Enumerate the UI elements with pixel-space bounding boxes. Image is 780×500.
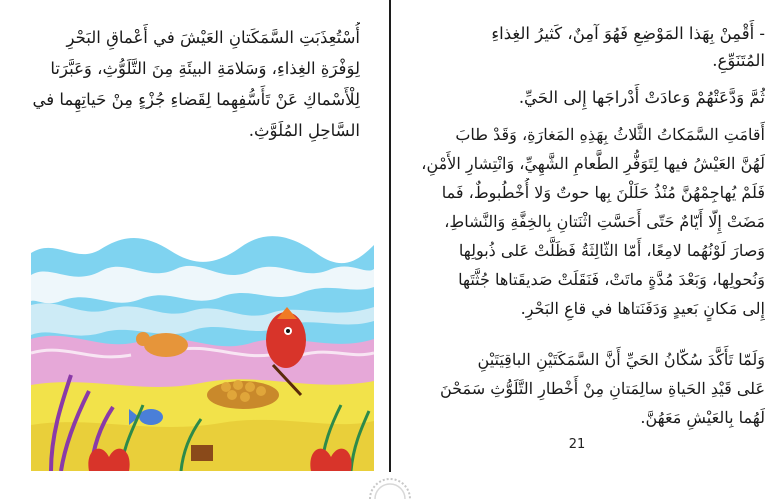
paragraph-3	[415, 120, 765, 323]
text-line: السَّاحِلِ المُلَوَّثِ.	[248, 121, 360, 140]
text-line: وَصارَ لَوْنُهُما لامِعًا، أَمّا الثّالِثَةُ فَظَلَّتْ عَلى ذُبولِها	[458, 241, 765, 260]
left-page	[0, 0, 390, 470]
text-line: - أَقْمِنْ بِهَذا المَوْضِعِ فَهُوَ آمِنٌ، كَثيرُ الغِذاءِ	[491, 24, 765, 43]
left-page-text	[30, 22, 360, 146]
text-line: المُتَنَوِّعِ.	[712, 51, 765, 70]
paragraph-4	[415, 345, 765, 432]
text-line: أَقامَتِ السَّمَكاتُ الثَّلاثُ بِهَذِهِ المَغارَةِ، وَقَدْ طابَ	[455, 125, 765, 144]
right-page	[391, 0, 780, 470]
paragraph-2	[415, 84, 765, 111]
text-line: لِلْأَسْماكِ عَنْ تَأَسُّفِهِما لِقَضاءِ جُزْءٍ مِنْ حَياتِهِما في	[32, 90, 360, 109]
paragraph-1	[415, 20, 765, 74]
text-line: وَلَمّا تَأَكَّدَ سُكّانُ الحَيِّ أَنَّ السَّمَكَتَيْنِ الباقِيَتَيْنِ	[477, 350, 765, 369]
text-line: أُسْتُعِذَبَتِ السَّمَكَتانِ العَيْشَ في أَعْماقِ البَحْرِ	[66, 28, 360, 47]
text-line: لَهُما بِالعَيْشِ مَعَهُنَّ.	[640, 408, 765, 427]
publisher-seal-icon	[365, 477, 415, 499]
text-line: ثُمَّ وَدَّعَتْهُمْ وَعادَتْ أَدْراجَها إِلى الحَيِّ.	[518, 88, 765, 107]
text-line: مَضَتْ إِلّا أَيّامٌ حَتّى أَحَسَّتِ اثْنَتانِ بِالخِفَّةِ وَالنَّشاطِ،	[444, 212, 765, 231]
text-line: وَنُحولِها، وَبَعْدَ مُدَّةٍ ماتَتْ، فَنَقَلَتْ صَديقَتاها جُثَّتَها	[458, 270, 765, 289]
text-line: لِوَفْرَةِ الغِذاءِ، وَسَلامَةِ البيئَةِ مِنَ التَّلَوُّثِ، وَعَبَّرَتا	[50, 59, 360, 78]
text-line: فَلَمْ يُهاجِمْهُنَّ مُنْذُ حَلَلْنَ بِها حوتٌ وَلا أُخْطُبوطٌ، فَما	[441, 183, 765, 202]
text-line: لَهُنَّ العَيْشُ فيها لِتَوَفُّرِ الطَّعامِ الشَّهِيِّ، وَانْتِشارِ الأَمْنِ،	[421, 154, 765, 173]
page-number: 21	[568, 437, 586, 452]
text-line: عَلى قَيْدِ الحَياةِ سالِمَتانِ مِنْ أَخْطارِ التَّلَوُّثِ سَمَحْنَ	[440, 379, 765, 398]
text-line: إِلى مَكانٍ بَعيدٍ وَدَفَنَتاها في قاعِ البَحْرِ.	[520, 299, 765, 318]
underwater-illustration	[31, 235, 374, 471]
